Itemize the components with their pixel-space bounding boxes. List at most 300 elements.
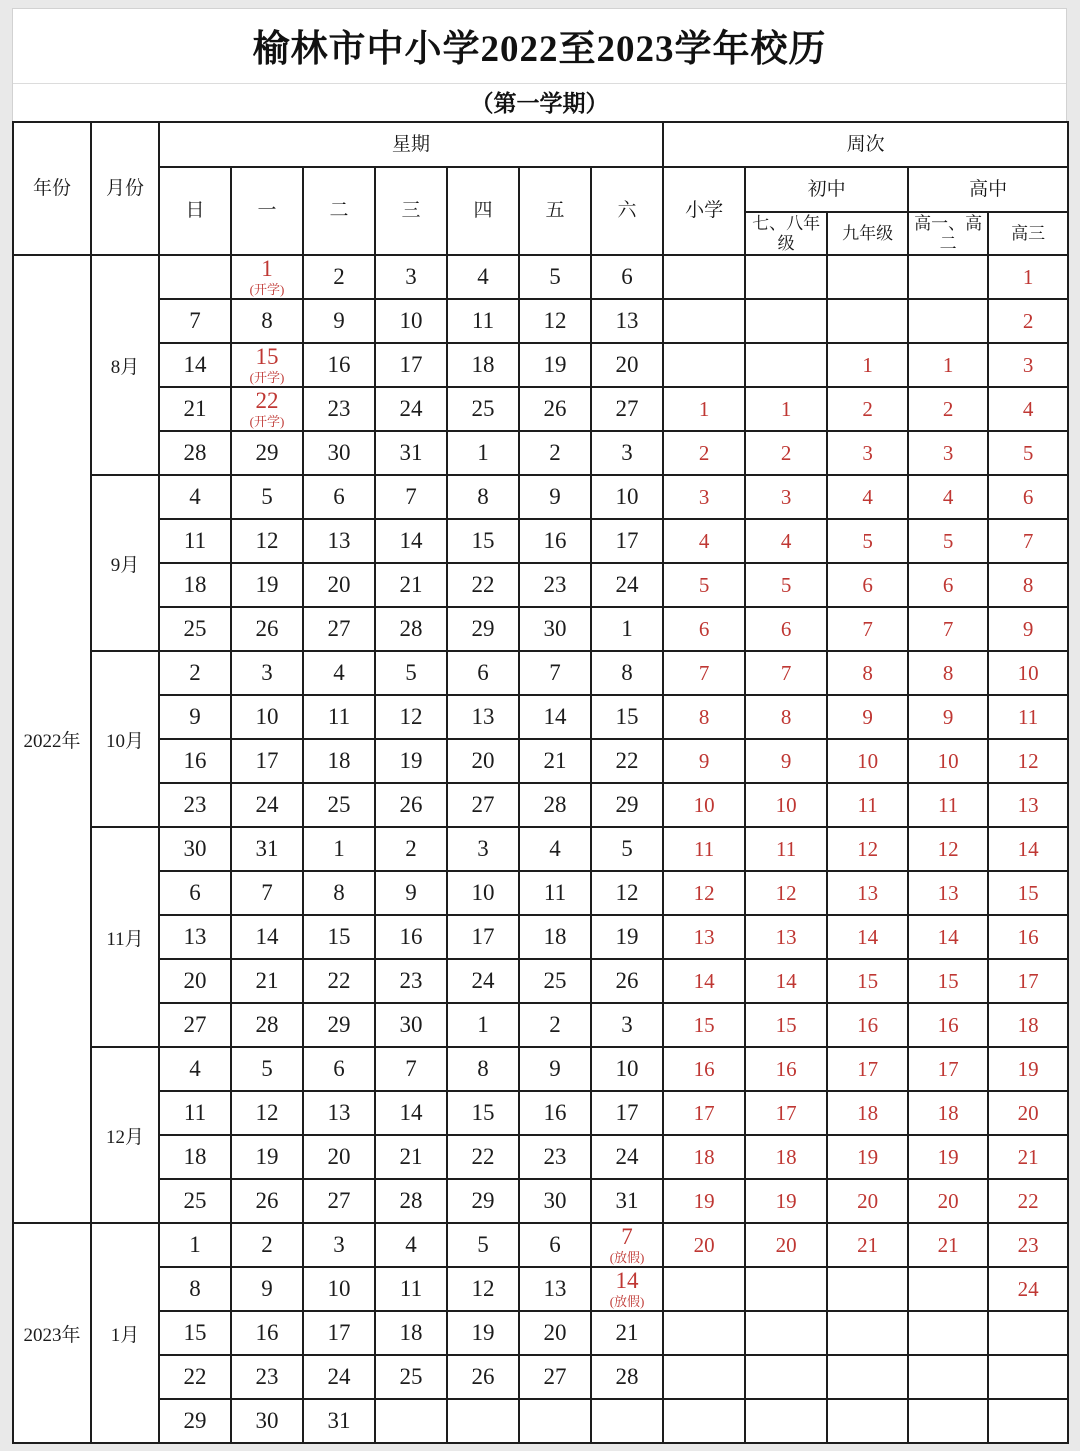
day-cell: 8 (447, 475, 519, 519)
calendar-week-row (13, 1135, 1068, 1179)
day-number: 14 (615, 1268, 639, 1294)
week-number-cell: 3 (663, 475, 745, 519)
week-number-cell: 23 (988, 1223, 1068, 1267)
day-cell: 17 (447, 915, 519, 959)
week-number-cell (827, 1267, 908, 1311)
week-number-cell: 2 (827, 387, 908, 431)
day-cell: 28 (591, 1355, 663, 1399)
week-number-cell: 9 (663, 739, 745, 783)
week-number-cell: 3 (745, 475, 827, 519)
week-number-cell: 9 (988, 607, 1068, 651)
day-cell: 20 (447, 739, 519, 783)
day-cell: 17 (375, 343, 447, 387)
day-number: 15 (255, 344, 279, 370)
week-number-cell: 19 (827, 1135, 908, 1179)
week-number-cell: 19 (908, 1135, 988, 1179)
day-cell: 19 (231, 563, 303, 607)
day-cell: 13 (447, 695, 519, 739)
day-cell: 13 (591, 299, 663, 343)
day-cell: 22 (447, 1135, 519, 1179)
week-number-cell: 5 (988, 431, 1068, 475)
day-cell: 9 (231, 1267, 303, 1311)
day-cell: 24 (303, 1355, 375, 1399)
day-cell: 27 (303, 607, 375, 651)
day-cell: 26 (231, 607, 303, 651)
day-cell: 24 (447, 959, 519, 1003)
day-cell: 1 (447, 1003, 519, 1047)
week-number-cell: 12 (827, 827, 908, 871)
calendar-week-row (13, 1267, 1068, 1311)
week-number-cell (827, 1399, 908, 1443)
day-cell: 8 (591, 651, 663, 695)
week-number-cell: 19 (745, 1179, 827, 1223)
day-cell: 2 (159, 651, 231, 695)
day-cell: 28 (375, 607, 447, 651)
day-cell: 19 (519, 343, 591, 387)
week-number-cell (745, 1311, 827, 1355)
day-cell: 2 (231, 1223, 303, 1267)
day-cell: 16 (519, 519, 591, 563)
day-cell (591, 1267, 663, 1311)
day-cell (159, 255, 231, 299)
day-cell: 23 (519, 563, 591, 607)
week-number-cell (908, 255, 988, 299)
week-number-cell: 3 (988, 343, 1068, 387)
calendar-week-row (13, 1355, 1068, 1399)
calendar-week-row (13, 783, 1068, 827)
day-cell (519, 1399, 591, 1443)
day-cell (591, 1223, 663, 1267)
week-number-cell: 6 (745, 607, 827, 651)
day-cell: 1 (303, 827, 375, 871)
week-number-cell: 6 (988, 475, 1068, 519)
week-number-cell: 5 (745, 563, 827, 607)
day-cell: 8 (447, 1047, 519, 1091)
week-number-cell: 6 (663, 607, 745, 651)
day-cell: 5 (591, 827, 663, 871)
header-week-group: 星期 (159, 122, 663, 167)
day-cell: 14 (375, 1091, 447, 1135)
week-number-cell: 8 (827, 651, 908, 695)
day-cell: 30 (519, 607, 591, 651)
day-cell: 31 (591, 1179, 663, 1223)
week-number-cell: 2 (745, 431, 827, 475)
week-number-cell: 7 (827, 607, 908, 651)
header-senior-high: 高中 (908, 167, 1068, 212)
week-number-cell: 9 (908, 695, 988, 739)
day-cell: 21 (591, 1311, 663, 1355)
day-cell: 27 (591, 387, 663, 431)
week-number-cell: 1 (663, 387, 745, 431)
day-cell: 12 (591, 871, 663, 915)
week-number-cell: 12 (663, 871, 745, 915)
day-note: (开学) (249, 282, 285, 298)
day-note: (放假) (609, 1294, 645, 1310)
month-label: 9月 (91, 475, 159, 651)
day-cell (231, 255, 303, 299)
week-number-cell: 18 (827, 1091, 908, 1135)
day-cell: 22 (159, 1355, 231, 1399)
day-cell: 11 (159, 519, 231, 563)
week-number-cell (745, 343, 827, 387)
day-cell: 9 (159, 695, 231, 739)
day-cell: 15 (591, 695, 663, 739)
day-cell: 3 (591, 1003, 663, 1047)
day-cell: 7 (375, 1047, 447, 1091)
day-cell: 19 (375, 739, 447, 783)
day-cell: 2 (519, 431, 591, 475)
week-number-cell (988, 1399, 1068, 1443)
week-number-cell: 14 (988, 827, 1068, 871)
day-cell: 6 (303, 1047, 375, 1091)
calendar-week-row (13, 1311, 1068, 1355)
day-cell: 14 (231, 915, 303, 959)
week-number-cell (663, 255, 745, 299)
day-cell: 17 (591, 1091, 663, 1135)
calendar-week-row (13, 519, 1068, 563)
day-cell: 30 (159, 827, 231, 871)
week-number-cell: 13 (663, 915, 745, 959)
week-number-cell: 2 (908, 387, 988, 431)
day-cell: 6 (519, 1223, 591, 1267)
day-cell: 3 (375, 255, 447, 299)
day-cell: 13 (303, 1091, 375, 1135)
week-number-cell: 20 (908, 1179, 988, 1223)
week-number-cell: 21 (908, 1223, 988, 1267)
day-cell: 8 (303, 871, 375, 915)
day-cell: 8 (159, 1267, 231, 1311)
day-cell: 26 (447, 1355, 519, 1399)
header-day-sun: 日 (159, 167, 231, 255)
calendar-week-row (13, 1003, 1068, 1047)
day-cell: 3 (231, 651, 303, 695)
day-cell: 21 (159, 387, 231, 431)
day-cell: 4 (447, 255, 519, 299)
day-cell: 15 (447, 519, 519, 563)
day-cell: 31 (375, 431, 447, 475)
header-day-fri: 五 (519, 167, 591, 255)
day-cell: 11 (375, 1267, 447, 1311)
day-cell: 5 (375, 651, 447, 695)
header-weeknum-group: 周次 (663, 122, 1068, 167)
week-number-cell: 13 (988, 783, 1068, 827)
week-number-cell: 14 (908, 915, 988, 959)
day-cell: 24 (591, 1135, 663, 1179)
day-cell: 28 (519, 783, 591, 827)
week-number-cell (908, 299, 988, 343)
day-cell: 7 (159, 299, 231, 343)
week-number-cell: 1 (988, 255, 1068, 299)
day-cell: 4 (159, 475, 231, 519)
day-cell: 21 (519, 739, 591, 783)
day-cell: 10 (591, 1047, 663, 1091)
day-cell: 12 (231, 519, 303, 563)
week-number-cell: 18 (908, 1091, 988, 1135)
week-number-cell (988, 1311, 1068, 1355)
day-cell: 6 (159, 871, 231, 915)
day-cell: 1 (591, 607, 663, 651)
day-cell: 14 (375, 519, 447, 563)
day-cell: 13 (519, 1267, 591, 1311)
week-number-cell: 8 (745, 695, 827, 739)
day-cell: 30 (375, 1003, 447, 1047)
week-number-cell: 16 (827, 1003, 908, 1047)
day-cell (231, 387, 303, 431)
day-cell: 7 (519, 651, 591, 695)
day-cell: 26 (591, 959, 663, 1003)
week-number-cell: 13 (745, 915, 827, 959)
week-number-cell: 7 (663, 651, 745, 695)
week-number-cell: 5 (827, 519, 908, 563)
day-cell: 29 (303, 1003, 375, 1047)
day-cell: 25 (375, 1355, 447, 1399)
day-note: (放假) (609, 1250, 645, 1266)
month-label: 8月 (91, 255, 159, 475)
calendar-week-row (13, 959, 1068, 1003)
calendar-title: 榆林市中小学2022至2023学年校历 (252, 29, 827, 70)
day-cell (375, 1399, 447, 1443)
month-label: 1月 (91, 1223, 159, 1443)
day-cell: 30 (519, 1179, 591, 1223)
week-number-cell: 1 (827, 343, 908, 387)
day-number: 1 (261, 256, 273, 282)
day-cell: 25 (519, 959, 591, 1003)
day-cell: 6 (447, 651, 519, 695)
day-cell: 19 (447, 1311, 519, 1355)
day-cell: 29 (231, 431, 303, 475)
day-cell: 17 (231, 739, 303, 783)
day-cell: 23 (519, 1135, 591, 1179)
header-month: 月份 (91, 122, 159, 255)
header-grade-10-11: 高一、高二 (908, 212, 988, 255)
day-cell: 9 (519, 475, 591, 519)
day-cell: 16 (375, 915, 447, 959)
day-cell (591, 1399, 663, 1443)
day-cell: 16 (519, 1091, 591, 1135)
calendar-week-row (13, 1399, 1068, 1443)
month-label: 11月 (91, 827, 159, 1047)
week-number-cell: 16 (908, 1003, 988, 1047)
day-cell: 24 (591, 563, 663, 607)
calendar-week-row (13, 1047, 1068, 1091)
day-cell: 23 (303, 387, 375, 431)
calendar-week-row (13, 343, 1068, 387)
week-number-cell: 15 (988, 871, 1068, 915)
week-number-cell: 17 (908, 1047, 988, 1091)
day-cell: 5 (231, 475, 303, 519)
week-number-cell: 14 (663, 959, 745, 1003)
day-cell: 12 (375, 695, 447, 739)
calendar-table (12, 121, 1069, 1444)
day-cell: 11 (303, 695, 375, 739)
week-number-cell (827, 1311, 908, 1355)
week-number-cell: 2 (663, 431, 745, 475)
week-number-cell: 20 (827, 1179, 908, 1223)
day-cell: 9 (519, 1047, 591, 1091)
week-number-cell: 21 (988, 1135, 1068, 1179)
week-number-cell: 16 (745, 1047, 827, 1091)
week-number-cell (663, 1355, 745, 1399)
calendar-week-row (13, 1223, 1068, 1267)
day-cell: 11 (159, 1091, 231, 1135)
day-cell: 8 (231, 299, 303, 343)
week-number-cell: 8 (988, 563, 1068, 607)
year-label: 2022年 (13, 255, 91, 1223)
week-number-cell: 18 (745, 1135, 827, 1179)
header-day-sat: 六 (591, 167, 663, 255)
day-number: 7 (621, 1224, 633, 1250)
day-cell: 14 (519, 695, 591, 739)
day-cell: 1 (447, 431, 519, 475)
title-card (12, 8, 1067, 121)
week-number-cell (663, 299, 745, 343)
day-cell: 31 (231, 827, 303, 871)
day-cell: 22 (303, 959, 375, 1003)
week-number-cell: 4 (663, 519, 745, 563)
day-cell: 13 (159, 915, 231, 959)
day-cell: 18 (447, 343, 519, 387)
day-cell: 17 (303, 1311, 375, 1355)
week-number-cell: 22 (988, 1179, 1068, 1223)
day-cell: 3 (591, 431, 663, 475)
week-number-cell: 17 (827, 1047, 908, 1091)
week-number-cell: 7 (908, 607, 988, 651)
day-cell: 31 (303, 1399, 375, 1443)
week-number-cell (908, 1355, 988, 1399)
day-cell: 26 (375, 783, 447, 827)
calendar-header (13, 122, 1068, 255)
day-cell: 16 (303, 343, 375, 387)
week-number-cell: 15 (663, 1003, 745, 1047)
week-number-cell: 6 (908, 563, 988, 607)
week-number-cell: 1 (908, 343, 988, 387)
week-number-cell (908, 1399, 988, 1443)
calendar-week-row (13, 299, 1068, 343)
week-number-cell: 4 (988, 387, 1068, 431)
header-grade-7-8: 七、八年级 (745, 212, 827, 255)
week-number-cell: 3 (827, 431, 908, 475)
day-cell: 28 (231, 1003, 303, 1047)
day-cell: 2 (375, 827, 447, 871)
day-cell: 25 (303, 783, 375, 827)
day-cell: 12 (231, 1091, 303, 1135)
calendar-week-row (13, 695, 1068, 739)
day-cell: 25 (447, 387, 519, 431)
week-number-cell (908, 1311, 988, 1355)
day-cell: 4 (159, 1047, 231, 1091)
day-cell: 6 (591, 255, 663, 299)
week-number-cell (745, 255, 827, 299)
header-junior-high: 初中 (745, 167, 908, 212)
week-number-cell: 7 (745, 651, 827, 695)
week-number-cell: 9 (827, 695, 908, 739)
day-cell: 16 (159, 739, 231, 783)
week-number-cell: 12 (745, 871, 827, 915)
week-number-cell: 2 (988, 299, 1068, 343)
week-number-cell (663, 1267, 745, 1311)
month-label: 12月 (91, 1047, 159, 1223)
day-cell: 5 (231, 1047, 303, 1091)
week-number-cell (988, 1355, 1068, 1399)
week-number-cell: 17 (988, 959, 1068, 1003)
day-cell: 25 (159, 607, 231, 651)
week-number-cell (745, 1267, 827, 1311)
week-number-cell: 15 (827, 959, 908, 1003)
week-number-cell: 17 (745, 1091, 827, 1135)
week-number-cell (745, 1355, 827, 1399)
week-number-cell: 15 (745, 1003, 827, 1047)
day-cell: 18 (159, 563, 231, 607)
week-number-cell: 10 (663, 783, 745, 827)
day-cell: 12 (519, 299, 591, 343)
week-number-cell: 5 (908, 519, 988, 563)
week-number-cell: 8 (908, 651, 988, 695)
week-number-cell: 20 (745, 1223, 827, 1267)
day-cell: 3 (447, 827, 519, 871)
day-cell: 24 (375, 387, 447, 431)
week-number-cell: 7 (988, 519, 1068, 563)
day-cell (231, 343, 303, 387)
day-cell: 29 (447, 607, 519, 651)
header-day-wed: 三 (375, 167, 447, 255)
week-number-cell: 6 (827, 563, 908, 607)
day-cell: 17 (591, 519, 663, 563)
day-cell: 10 (231, 695, 303, 739)
week-number-cell: 11 (988, 695, 1068, 739)
header-grade-9: 九年级 (827, 212, 908, 255)
day-cell: 4 (519, 827, 591, 871)
day-cell: 19 (591, 915, 663, 959)
week-number-cell: 20 (663, 1223, 745, 1267)
week-number-cell: 18 (663, 1135, 745, 1179)
day-cell: 18 (303, 739, 375, 783)
week-number-cell: 11 (745, 827, 827, 871)
calendar-week-row (13, 651, 1068, 695)
day-cell: 14 (159, 343, 231, 387)
day-cell: 13 (303, 519, 375, 563)
year-label: 2023年 (13, 1223, 91, 1443)
calendar-week-row (13, 1179, 1068, 1223)
week-number-cell: 11 (663, 827, 745, 871)
day-cell: 12 (447, 1267, 519, 1311)
week-number-cell: 19 (663, 1179, 745, 1223)
day-cell: 28 (159, 431, 231, 475)
header-year: 年份 (13, 122, 91, 255)
day-cell: 2 (519, 1003, 591, 1047)
week-number-cell: 13 (908, 871, 988, 915)
day-number: 22 (255, 388, 279, 414)
day-cell: 4 (375, 1223, 447, 1267)
day-cell: 29 (159, 1399, 231, 1443)
week-number-cell: 10 (988, 651, 1068, 695)
calendar-week-row (13, 871, 1068, 915)
calendar-week-row (13, 607, 1068, 651)
calendar-week-row (13, 431, 1068, 475)
day-cell: 29 (447, 1179, 519, 1223)
day-cell: 20 (303, 563, 375, 607)
day-cell: 18 (159, 1135, 231, 1179)
week-number-cell: 8 (663, 695, 745, 739)
week-number-cell: 24 (988, 1267, 1068, 1311)
week-number-cell (827, 255, 908, 299)
day-cell: 24 (231, 783, 303, 827)
day-cell: 5 (447, 1223, 519, 1267)
week-number-cell (908, 1267, 988, 1311)
calendar-week-row (13, 387, 1068, 431)
day-cell (447, 1399, 519, 1443)
day-cell: 22 (447, 563, 519, 607)
day-cell: 22 (591, 739, 663, 783)
